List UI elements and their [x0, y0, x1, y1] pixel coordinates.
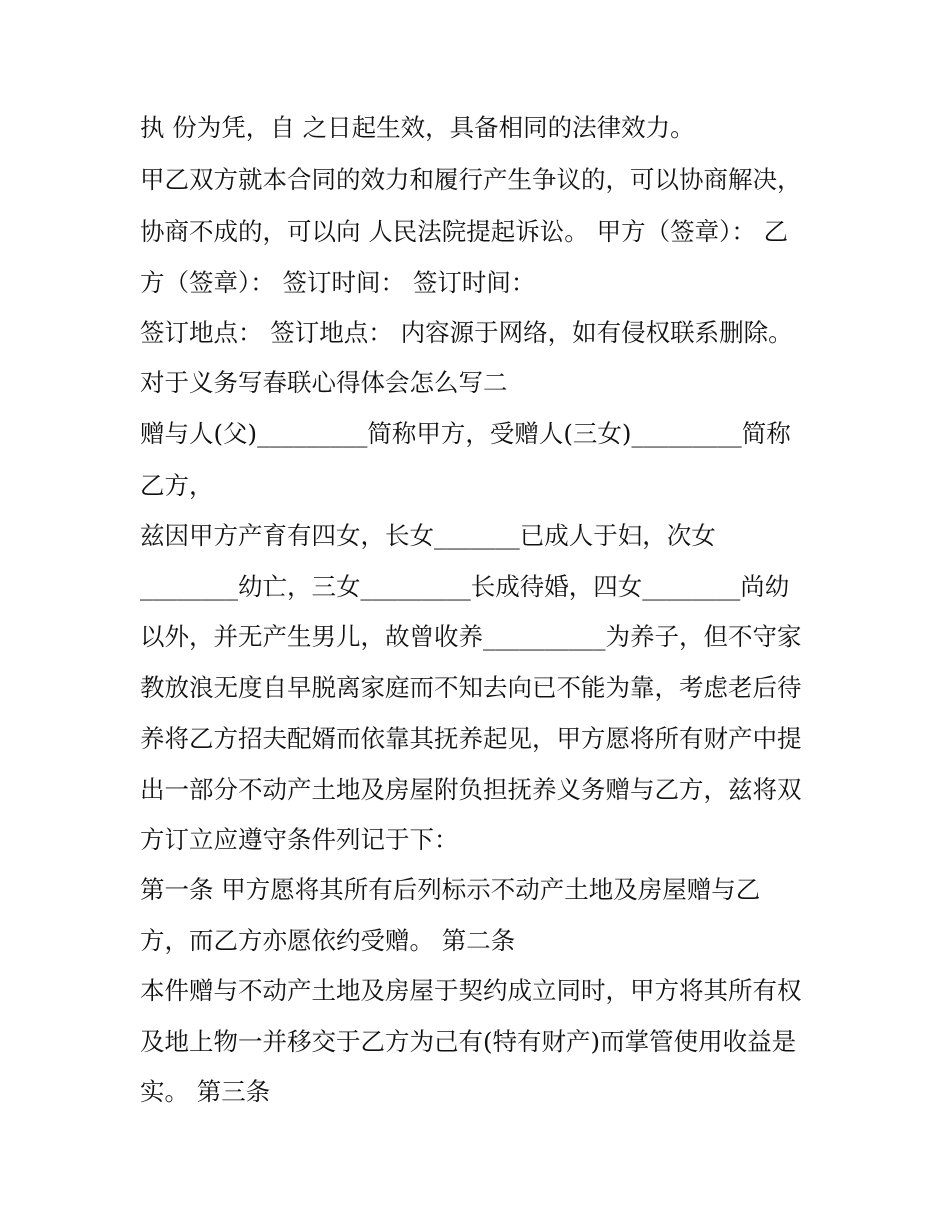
text-line: 协商不成的，可以向 人民法院提起诉讼。 甲方（签章）： 乙 — [140, 217, 789, 246]
text-line: 甲乙双方就本合同的效力和履行产生争议的，可以协商解决， — [140, 165, 802, 194]
text-line: 方订立应遵守条件列记于下： — [140, 825, 459, 854]
text-line: 第一条 甲方愿将其所有后列标示不动产土地及房屋赠与乙 — [140, 875, 761, 904]
text-line: 执 份为凭，自 之日起生效，具备相同的法律效力。 — [140, 113, 695, 142]
text-line: 兹因甲方产育有四女，长女_______已成人于妇，次女 — [140, 521, 716, 550]
text-line: 签订地点： 签订地点： 内容源于网络，如有侵权联系删除。 — [140, 318, 793, 347]
text-line: 及地上物一并移交于乙方为己有(特有财产)而掌管使用收益是 — [140, 1027, 797, 1056]
text-line: 方，而乙方亦愿依约受赠。 第二条 — [140, 926, 516, 955]
text-line: 以外，并无产生男儿，故曾收养__________为养子，但不守家 — [140, 622, 802, 651]
text-line: 教放浪无度自早脱离家庭而不知去向已不能为靠，考虑老后待 — [140, 673, 802, 702]
text-line: 乙方， — [140, 471, 214, 500]
text-line: 出一部分不动产土地及房屋附负担抚养义务赠与乙方，兹将双 — [140, 775, 802, 804]
text-line: 本件赠与不动产土地及房屋于契约成立同时，甲方将其所有权 — [140, 976, 802, 1005]
text-line: ________幼亡，三女_________长成待婚，四女________尚幼 — [140, 572, 790, 601]
text-line: 方（签章）： 签订时间： 签订时间： — [140, 268, 536, 297]
text-line: 养将乙方招夫配婿而依靠其抚养起见，甲方愿将所有财产中提 — [140, 724, 802, 753]
text-line: 赠与人(父)_________简称甲方，受赠人(三女)_________简称 — [140, 419, 791, 448]
text-line: 实。 第三条 — [140, 1077, 271, 1106]
section-heading: 对于义务写春联心得体会怎么写二 — [140, 368, 508, 397]
